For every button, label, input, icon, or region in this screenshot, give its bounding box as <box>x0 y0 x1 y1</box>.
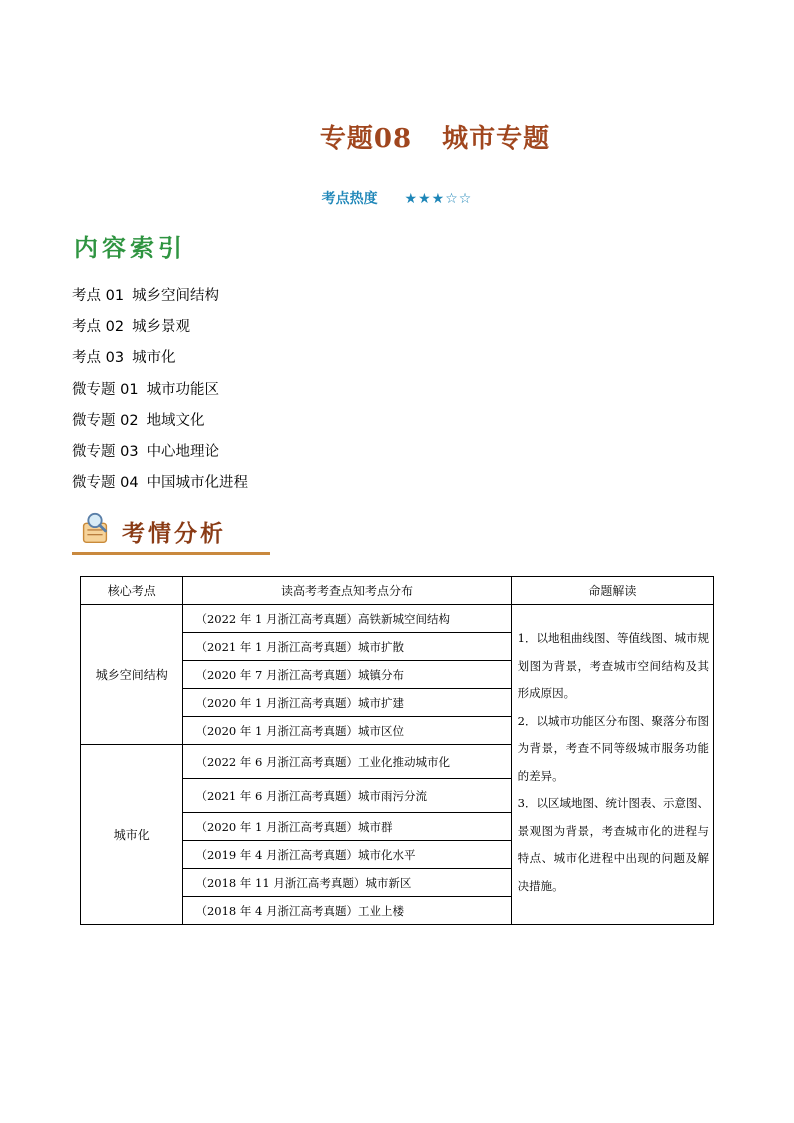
index-item-code: 微专题 02 <box>72 412 139 429</box>
index-item-code: 考点 03 <box>72 350 125 367</box>
area-cell: 城乡空间结构 <box>81 605 183 745</box>
index-item <box>72 315 248 346</box>
item-cell: （2020 年 1 月浙江高考真题）城市群 <box>183 813 511 841</box>
index-item-name: 城市功能区 <box>146 381 220 398</box>
index-item <box>72 409 248 440</box>
item-cell: （2020 年 7 月浙江高考真题）城镇分布 <box>183 661 511 689</box>
interpretation-point: 2．以城市功能区分布图、聚落分布图为背景，考查不同等级城市服务功能的差异。 <box>517 713 709 783</box>
heat-rating <box>0 188 794 208</box>
index-item <box>72 346 248 377</box>
index-item-name: 中国城市化进程 <box>146 475 249 492</box>
item-cell: （2020 年 1 月浙江高考真题）城市区位 <box>183 717 511 745</box>
column-header: 核心考点 <box>81 577 183 605</box>
interpretation-point: 3．以区域地图、统计图表、示意图、景观图为背景，考查城市化的进程与特点、城市化进程中出现的问题及解决措施。 <box>517 796 709 893</box>
index-item <box>72 440 248 471</box>
item-cell: （2019 年 4 月浙江高考真题）城市化水平 <box>183 841 511 869</box>
analysis-heading <box>72 507 270 555</box>
interpretation-point: 1．以地租曲线图、等值线图、城市规划图为背景，考查城市空间结构及其形成原因。 <box>517 631 709 700</box>
exam-analysis-table <box>80 576 714 925</box>
item-cell: （2021 年 1 月浙江高考真题）城市扩散 <box>183 633 511 661</box>
item-cell: （2018 年 11 月浙江高考真题）城市新区 <box>183 869 511 897</box>
title-main: 专题08 <box>319 124 413 154</box>
item-cell: （2022 年 1 月浙江高考真题）高铁新城空间结构 <box>183 605 511 633</box>
column-header: 命题解读 <box>511 577 713 605</box>
item-cell: （2022 年 6 月浙江高考真题）工业化推动城市化 <box>183 745 511 779</box>
index-item <box>72 284 248 315</box>
index-item <box>72 378 248 409</box>
heading-underline <box>72 552 270 555</box>
index-heading: 内容索引 <box>74 234 186 262</box>
item-cell: （2020 年 1 月浙江高考真题）城市扩建 <box>183 689 511 717</box>
index-item-name: 中心地理论 <box>146 443 220 460</box>
index-item-name: 城乡空间结构 <box>132 288 220 304</box>
index-item-name: 城乡景观 <box>132 319 191 336</box>
table-row <box>81 605 714 633</box>
index-item <box>72 471 248 502</box>
magnifier-document-icon <box>76 510 114 548</box>
table-header-row <box>81 577 714 605</box>
index-item-code: 微专题 01 <box>72 381 139 398</box>
index-list <box>72 284 248 502</box>
analysis-heading-label: 考情分析 <box>122 521 226 547</box>
index-item-name: 城市化 <box>132 350 176 367</box>
index-item-code: 考点 01 <box>72 288 125 304</box>
index-item-code: 微专题 03 <box>72 443 139 460</box>
document-title <box>0 118 794 155</box>
index-item-code: 微专题 04 <box>72 475 139 492</box>
index-item-code: 考点 02 <box>72 319 125 336</box>
area-cell: 城市化 <box>81 745 183 925</box>
star-rating-icon: ★★★☆☆ <box>404 191 473 207</box>
title-sub: 城市专题 <box>442 124 551 154</box>
heat-label: 考点热度 <box>321 191 378 207</box>
index-item-name: 地域文化 <box>146 412 205 429</box>
item-cell: （2018 年 4 月浙江高考真题）工业上楼 <box>183 897 511 925</box>
item-cell: （2021 年 6 月浙江高考真题）城市雨污分流 <box>183 779 511 813</box>
column-header: 读高考考查点知考点分布 <box>183 577 511 605</box>
interpretation-cell <box>511 605 713 925</box>
